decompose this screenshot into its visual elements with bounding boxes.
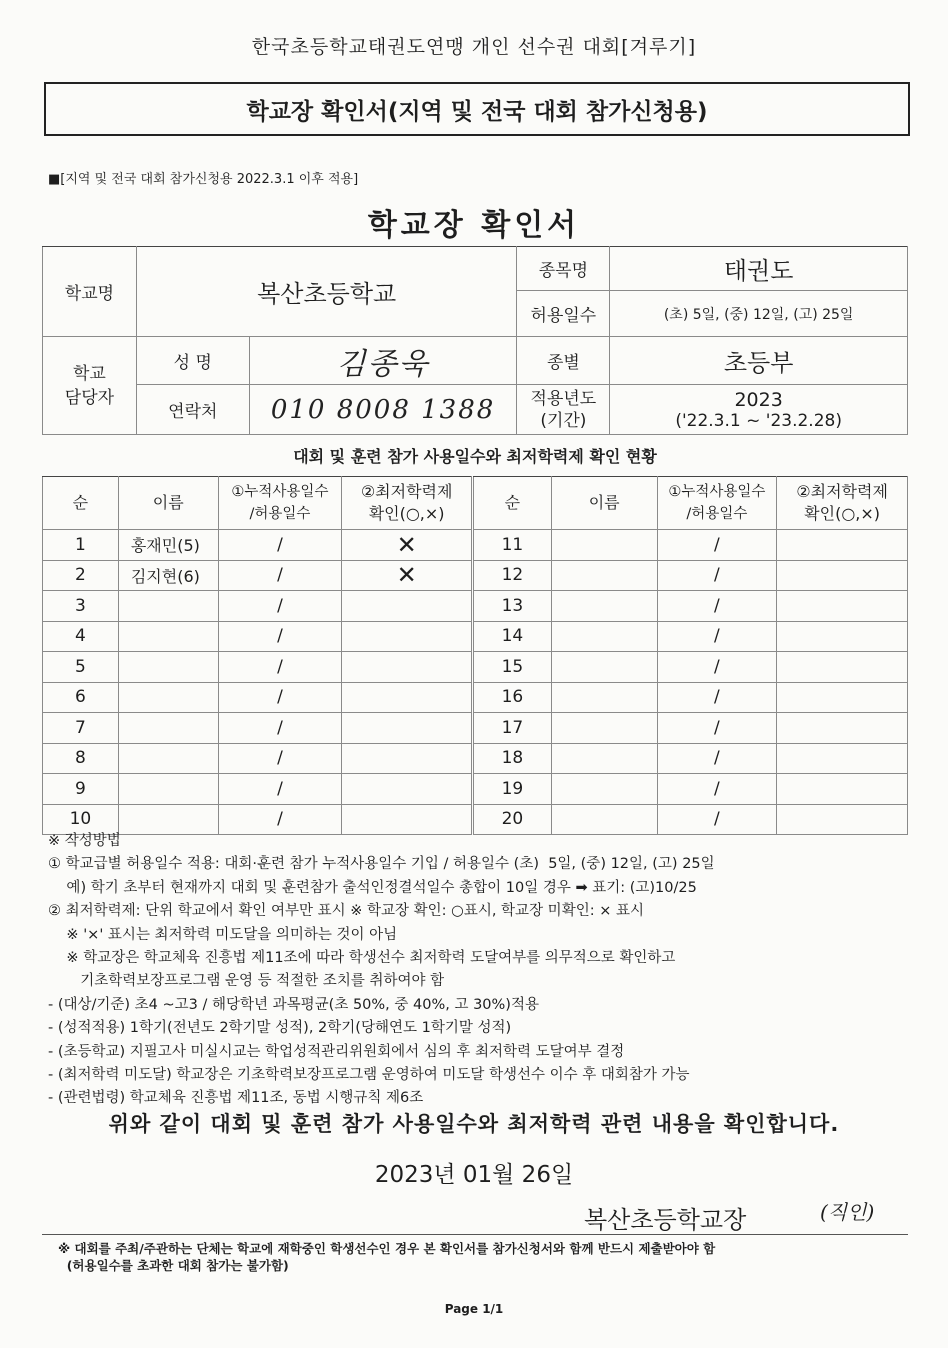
row-number: 14 <box>474 621 552 652</box>
days-used: / <box>657 743 777 774</box>
athlete-name <box>118 682 218 713</box>
athlete-name <box>118 713 218 744</box>
row-number: 18 <box>474 743 552 774</box>
phone-handwritten: 010 8008 1388 <box>249 385 517 435</box>
instruction-line: ② 최저학력제: 단위 학교에서 확인 여부만 표시 ※ 학교장 확인: ○표시, 학교장 미확인: × 표시 <box>48 903 644 920</box>
instruction-line: - (성적적용) 1학기(전년도 2학기말 성적), 2학기(당해연도 1학기말 성적) <box>48 1020 512 1037</box>
academic-check: ✕ <box>342 560 472 591</box>
row-number: 12 <box>474 560 552 591</box>
instruction-line: - (관련법령) 학교체육 진흥법 제11조, 동법 시행규칙 제6조 <box>48 1090 424 1107</box>
footnote-line: ※ 대회를 주최/주관하는 단체는 학교에 재학중인 학생선수인 경우 본 확인서를 참가신청서와 함께 반드시 제출받아야 함 <box>58 1241 716 1256</box>
academic-check <box>342 621 472 652</box>
table-row <box>474 713 908 744</box>
instruction-line: - (대상/기준) 초4 ~고3 / 해당학년 과목평균(초 50%, 중 40%, 고 30%)적용 <box>48 996 539 1013</box>
days-used: / <box>218 621 342 652</box>
days-used: / <box>218 591 342 622</box>
academic-check <box>342 713 472 744</box>
academic-check <box>777 560 908 591</box>
row-number: 6 <box>43 682 119 713</box>
header-no: 순 <box>474 477 552 530</box>
roster-title: 대회 및 훈련 참가 사용일수와 최저학력제 확인 현황 <box>293 447 657 466</box>
header-days: ①누적사용일수 /허용일수 <box>218 477 342 530</box>
athlete-name <box>551 652 657 683</box>
header-days: ①누적사용일수 /허용일수 <box>657 477 777 530</box>
athlete-name <box>551 682 657 713</box>
days-used: / <box>657 652 777 683</box>
days-used: / <box>218 804 342 835</box>
athlete-name <box>551 713 657 744</box>
table-row <box>474 591 908 622</box>
days-used: / <box>657 804 777 835</box>
phone-label: 연락처 <box>136 385 249 435</box>
table-row <box>43 621 472 652</box>
days-used: / <box>657 530 777 561</box>
days-used: / <box>657 682 777 713</box>
year-label: 적용년도 (기간) <box>517 385 610 435</box>
athlete-name <box>118 621 218 652</box>
table-row <box>43 652 472 683</box>
event-value: 태권도 <box>610 247 908 291</box>
issue-date: 2023년 01월 26일 <box>374 1162 574 1188</box>
days-used: / <box>657 774 777 805</box>
days-used: / <box>218 560 342 591</box>
footnote <box>58 1240 715 1274</box>
principal-name: 복산초등학교장 <box>584 1206 747 1234</box>
athlete-name <box>118 743 218 774</box>
table-row <box>43 530 472 561</box>
instruction-line: ※ 학교장은 학교체육 진흥법 제11조에 따라 학생선수 최저학력 도달여부를 의무적으로 확인하고 <box>48 950 676 967</box>
period-value: ('22.3.1 ~ '23.2.28) <box>675 410 842 431</box>
confirmation-statement: 위와 같이 대회 및 훈련 참가 사용일수와 최저학력 관련 내용을 확인합니다. <box>108 1112 840 1136</box>
table-row <box>474 743 908 774</box>
row-number: 2 <box>43 560 119 591</box>
writing-instructions <box>48 830 908 1111</box>
year-cell <box>610 385 908 435</box>
table-row <box>43 591 472 622</box>
document-title-box <box>44 82 910 136</box>
roster-table-right <box>473 476 908 835</box>
school-name: 복산초등학교 <box>136 247 517 337</box>
row-number: 4 <box>43 621 119 652</box>
row-number: 15 <box>474 652 552 683</box>
row-number: 3 <box>43 591 119 622</box>
row-number: 17 <box>474 713 552 744</box>
footnote-line: (허용일수를 초과한 대회 참가는 불가함) <box>58 1258 289 1273</box>
box-title: 학교장 확인서(지역 및 전국 대회 참가신청용) <box>246 98 708 125</box>
table-row <box>43 560 472 591</box>
academic-check <box>777 682 908 713</box>
academic-check <box>777 621 908 652</box>
row-number: 1 <box>43 530 119 561</box>
days-used: / <box>657 621 777 652</box>
row-number: 10 <box>43 804 119 835</box>
instruction-line: - (초등학교) 지필고사 미실시교는 학업성적관리위원회에서 심의 후 최저학력 도달여부 결정 <box>48 1043 625 1060</box>
page-number: Page 1/1 <box>444 1302 504 1316</box>
school-info-table <box>42 246 908 435</box>
instruction-line: - (최저학력 미도달) 학교장은 기초학력보장프로그램 운영하여 미도달 학생선수 이수 후 대회참가 가능 <box>48 1067 690 1084</box>
days-used: / <box>218 682 342 713</box>
table-row <box>474 774 908 805</box>
athlete-name: 김지현(6) <box>118 560 218 591</box>
academic-check <box>777 713 908 744</box>
days-used: / <box>218 652 342 683</box>
days-used: / <box>218 774 342 805</box>
table-row <box>474 621 908 652</box>
header-name: 이름 <box>551 477 657 530</box>
divider <box>42 1234 908 1235</box>
contact-person-label: 학교 담당자 <box>43 337 137 435</box>
athlete-name: 홍재민(5) <box>118 530 218 561</box>
days-used: / <box>218 530 342 561</box>
days-used: / <box>218 713 342 744</box>
row-number: 19 <box>474 774 552 805</box>
days-used: / <box>657 560 777 591</box>
roster-table-left <box>42 476 472 835</box>
notice-line: ■[지역 및 전국 대회 참가신청용 2022.3.1 이후 적용] <box>48 172 359 187</box>
year-value: 2023 <box>734 388 783 411</box>
athlete-name <box>118 652 218 683</box>
days-used: / <box>657 591 777 622</box>
row-number: 5 <box>43 652 119 683</box>
table-row <box>43 682 472 713</box>
table-row <box>43 743 472 774</box>
association-title: 한국초등학교태권도연맹 개인 선수권 대회[겨루기] <box>251 36 697 58</box>
athlete-name <box>551 530 657 561</box>
instruction-line: 기초학력보장프로그램 운영 등 적절한 조치를 취하여야 함 <box>48 973 445 990</box>
row-number: 9 <box>43 774 119 805</box>
header-no: 순 <box>43 477 119 530</box>
allowed-days-label: 허용일수 <box>517 291 610 337</box>
row-number: 8 <box>43 743 119 774</box>
athlete-name <box>551 774 657 805</box>
athlete-name <box>551 560 657 591</box>
academic-check <box>777 652 908 683</box>
days-used: / <box>657 713 777 744</box>
division-value: 초등부 <box>610 337 908 385</box>
school-label: 학교명 <box>43 247 137 337</box>
header-academic: ②최저학력제 확인(○,×) <box>342 477 472 530</box>
instruction-line: ① 학교급별 허용일수 적용: 대회·훈련 참가 누적사용일수 기입 / 허용일수 (초) 5일, (중) 12일, (고) 25일 <box>48 856 715 873</box>
athlete-name <box>551 743 657 774</box>
academic-check <box>342 743 472 774</box>
allowed-days-value: (초) 5일, (중) 12일, (고) 25일 <box>610 291 908 337</box>
name-handwritten: 김종욱 <box>249 337 517 385</box>
event-label: 종목명 <box>517 247 610 291</box>
academic-check <box>342 652 472 683</box>
academic-check <box>342 774 472 805</box>
athlete-name <box>118 774 218 805</box>
page-title: 학교장 확인서 <box>367 208 581 243</box>
row-number: 13 <box>474 591 552 622</box>
academic-check: ✕ <box>342 530 472 561</box>
athlete-name <box>551 591 657 622</box>
academic-check <box>777 530 908 561</box>
instruction-line: ※ '×' 표시는 최저학력 미도달을 의미하는 것이 아님 <box>48 926 398 943</box>
row-number: 7 <box>43 713 119 744</box>
days-used: / <box>218 743 342 774</box>
row-number: 11 <box>474 530 552 561</box>
table-row <box>474 652 908 683</box>
row-number: 20 <box>474 804 552 835</box>
table-row <box>474 560 908 591</box>
academic-check <box>342 591 472 622</box>
athlete-name <box>118 591 218 622</box>
academic-check <box>777 774 908 805</box>
instruction-line: ※ 작성방법 <box>48 833 121 849</box>
principal-seal: (직인) <box>820 1200 875 1224</box>
division-label: 종별 <box>517 337 610 385</box>
header-name: 이름 <box>118 477 218 530</box>
athlete-name <box>551 621 657 652</box>
row-number: 16 <box>474 682 552 713</box>
academic-check <box>342 682 472 713</box>
academic-check <box>777 591 908 622</box>
instruction-line: 예) 학기 초부터 현재까지 대회 및 훈련참가 출석인정결석일수 총합이 10일 경우 ➡ 표기: (고)10/25 <box>48 879 697 896</box>
academic-check <box>777 743 908 774</box>
table-row <box>474 530 908 561</box>
table-row <box>43 774 472 805</box>
table-row <box>43 713 472 744</box>
name-label: 성 명 <box>136 337 249 385</box>
table-row <box>474 682 908 713</box>
header-academic: ②최저학력제 확인(○,×) <box>777 477 908 530</box>
